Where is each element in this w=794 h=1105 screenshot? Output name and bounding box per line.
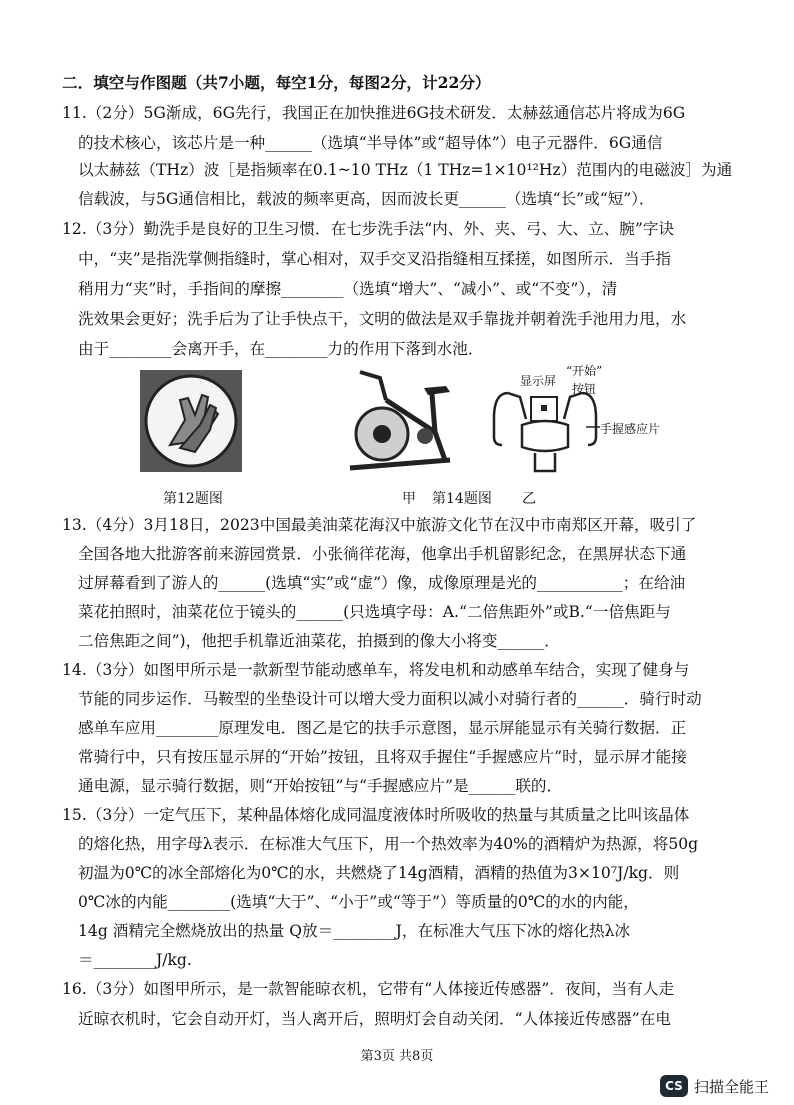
q15-line-4: 0℃冰的内能________(选填“大于”、“小于”或“等于”）等质量的0℃的水的内能， [78,893,639,911]
q12-line-3: 稍用力“夹”时，手指间的摩擦________（选填“增大”、“减小”、或“不变”），清 [78,280,618,298]
q14-line-5: 通电源，显示骑行数据，则“开始按钮”与“手握感应片”是______联的． [78,777,563,795]
fig14-caption-b: 乙 [522,491,536,507]
q11-line-3: 以太赫兹（THz）波［是指频率在0.1~10 THz（1 THz=1×10¹²Hz）范围内的电磁波］为通 [78,161,733,179]
fig14-caption-a: 甲 [402,491,416,507]
handlebar-diagram [490,385,600,477]
q13-line-1: 13.（4分）3月18日，2023中国最美油菜花海汉中旅游文化节在汉中市南郑区开幕，吸引了 [62,516,697,534]
label-button: 按钮 [572,382,597,396]
scanner-app-name: 扫描全能王 [694,1077,770,1096]
q16-line-1: 16.（3分）如图甲所示，是一款智能晾衣机，它带有“人体接近传感器”．夜间，当有人走 [62,980,675,998]
q12-line-1: 12.（3分）勤洗手是良好的卫生习惯．在七步洗手法“内、外、夹、弓、大、立、腕”字诀 [62,220,675,238]
q12-line-5: 由于________会离开手，在________力的作用下落到水池． [78,340,484,358]
q11-line-1: 11.（2分）5G渐成，6G先行，我国正在加快推进6G技术研发．太赫兹通信芯片将成为6G [62,104,686,122]
q15-line-2: 的熔化热，用字母λ表示．在标准大气压下，用一个热效率为40%的酒精炉为热源，将50g [78,835,699,853]
exercise-bike-figure [340,364,478,476]
q14-line-1: 14.（3分）如图甲所示是一款新型节能动感单车，将发电机和动感单车结合，实现了健身与 [62,661,690,679]
label-sensor: 手握感应片 [600,422,661,436]
q13-line-4: 菜花拍照时，油菜花位于镜头的______(只选填字母：A.“二倍焦距外”或B.“一倍焦距与 [78,603,671,621]
q12-line-2: 中，“夹”是指洗掌侧指缝时，掌心相对，双手交叉沿指缝相互揉搓，如图所示．当手指 [78,250,671,268]
q15-line-5: 14g 酒精完全燃烧放出的热量 Q放＝________J，在标准大气压下冰的熔化热λ冰 [78,922,631,940]
fig12-caption: 第12题图 [163,491,223,507]
page-footer: 第3页 共8页 [360,1049,434,1064]
scanner-badge [660,1072,790,1100]
label-start: “开始” [566,364,603,378]
camscanner-logo-icon: CS [660,1075,688,1097]
q13-line-2: 全国各地大批游客前来游园赏景．小张徜徉花海，他拿出手机留影纪念，在黑屏状态下通 [78,545,687,563]
label-screen: 显示屏 [520,374,557,388]
fig14-caption: 第14题图 [432,491,492,507]
q11-line-2: 的技术核心，该芯片是一种______（选填“半导体”或“超导体”）电子元器件．6G通信 [78,134,663,152]
q13-line-3: 过屏幕看到了游人的______(选填“实”或“虚”）像，成像原理是光的___________；在给油 [78,574,686,592]
q15-line-3: 初温为0℃的冰全部熔化为0℃的水，共燃烧了14g酒精，酒精的热值为3×10⁷J/kg．则 [78,864,680,882]
q15-line-1: 15.（3分）一定气压下，某种晶体熔化成同温度液体时所吸收的热量与其质量之比叫该晶体 [62,806,690,824]
q15-line-6: ＝________J/kg. [78,951,192,969]
q14-line-4: 常骑行中，只有按压显示屏的“开始”按钮，且将双手握住“手握感应片”时，显示屏才能接 [78,748,687,766]
section-title: 二．填空与作图题（共7小题，每空1分，每图2分，计22分） [62,73,491,92]
q16-line-2: 近晾衣机时，它会自动开灯，当人离开后，照明灯会自动关闭．“人体接近传感器”在电 [78,1010,671,1028]
q14-line-2: 节能的同步运作．马鞍型的坐垫设计可以增大受力面积以减小对骑行者的______．骑行时动 [78,690,702,708]
q14-line-3: 感单车应用________原理发电．图乙是它的扶手示意图，显示屏能显示有关骑行数据．正 [78,719,687,737]
q13-line-5: 二倍焦距之间”)，他把手机靠近油菜花，拍摄到的像大小将变______． [78,632,560,650]
q11-line-4: 信载波，与5G通信相比，载波的频率更高，因而波长更______（选填“长”或“短”）． [78,190,655,208]
handwash-figure [140,370,242,472]
q12-line-4: 洗效果会更好；洗手后为了让手快点干，文明的做法是双手靠拢并朝着洗手池用力甩，水 [78,310,687,328]
